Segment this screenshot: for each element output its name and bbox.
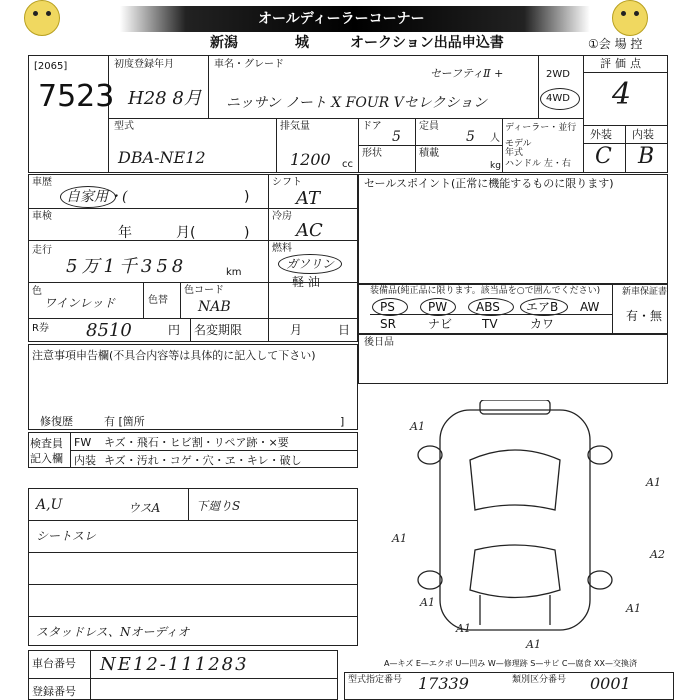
title-deadline-label: 名変期限 — [194, 323, 243, 337]
use-label: 車歴 — [32, 177, 52, 188]
remark-1: A,U — [36, 497, 63, 513]
mascot-left-icon — [24, 0, 60, 36]
sales-point-block — [358, 174, 668, 284]
remark-5: スタッドレス、Nオーディオ — [36, 625, 190, 639]
venue-copy-label: ①会 場 控 — [588, 37, 643, 51]
top-banner — [0, 0, 700, 36]
car-name-label: 車名・グレード — [214, 59, 284, 70]
remarks-block — [28, 488, 358, 646]
handle-label: ハンドル 左・右 — [505, 159, 571, 169]
damage-mark-3: A1 — [392, 532, 407, 545]
first-reg-value: H28 8月 — [128, 88, 202, 109]
category-value: 0001 — [590, 674, 631, 693]
load-label: 積載 — [419, 148, 439, 159]
afterparts-block — [358, 334, 668, 384]
inspection-label: 車検 — [32, 211, 52, 222]
newcar-warranty-label: 新車保証書 — [622, 287, 668, 297]
inspection-month: 月( — [176, 225, 196, 241]
shift-label: シフト — [272, 177, 302, 188]
equip-navi: ナビ — [428, 317, 453, 331]
score-label: 評価点 — [600, 57, 645, 70]
model-value: DBA-NE12 — [118, 148, 206, 167]
capacity-label: 定員 — [419, 121, 439, 132]
inspector-row1: キズ・飛石・ヒビ割・リペア跡・×要 — [104, 436, 289, 449]
damage-mark-2: A1 — [646, 476, 661, 489]
equip-abs: ABS — [476, 300, 500, 314]
color-value: ワインレッド — [44, 296, 116, 310]
recycle-value: 8510 — [86, 320, 132, 341]
header-mid-text: 城 — [295, 35, 309, 51]
shift-value: AT — [296, 188, 321, 209]
banner-title: オールディーラーコーナー — [258, 11, 425, 27]
shape-label: 形状 — [362, 148, 382, 159]
inspector-label: 検査員記入欄 — [30, 437, 63, 465]
interior-value: B — [638, 144, 655, 169]
equip-airbag: エアB — [526, 300, 559, 314]
car-name-value: ニッサン ノート X FOUR Vセレクション — [226, 95, 488, 111]
exterior-label: 外装 — [590, 128, 612, 141]
mileage-value: 5万1千358 — [66, 256, 188, 277]
inspection-close: ) — [244, 225, 250, 241]
color-code-value: NAB — [198, 299, 231, 315]
damage-mark-5: A1 — [420, 596, 435, 609]
displacement-unit: cc — [342, 159, 353, 170]
exterior-value: C — [595, 144, 612, 169]
inspector-row1-label: FW — [74, 436, 92, 449]
chassis-label: 車台番号 — [32, 657, 76, 670]
color-code-label: 色コード — [184, 285, 224, 296]
equip-pw: PW — [428, 300, 448, 314]
recycle-unit: 円 — [168, 323, 181, 337]
header-left-text: 新潟 — [210, 35, 238, 51]
drive-4wd-label: 4WD — [546, 93, 570, 104]
aircon-label: 冷房 — [272, 211, 292, 222]
notes-label: 注意事項申告欄(不具合内容等は具体的に記入して下さい) — [32, 349, 316, 362]
title-day: 日 — [338, 323, 351, 337]
repair-label: 修復歴 — [40, 415, 73, 428]
remark-3: 下廻りS — [196, 499, 241, 513]
capacity-value: 5 — [466, 129, 475, 145]
model-year-label: モデル年式 — [505, 139, 532, 158]
color-swatch-label: 色替 — [148, 295, 168, 306]
remark-2: ウスA — [128, 501, 161, 515]
equip-aw: AW — [580, 300, 600, 314]
color-label: 色 — [32, 286, 42, 297]
capacity-unit: 人 — [490, 133, 500, 144]
equip-sr: SR — [380, 317, 396, 331]
equip-leather: カワ — [530, 317, 555, 331]
mileage-unit: km — [226, 267, 242, 278]
damage-mark-6: A1 — [626, 602, 641, 615]
damage-mark-8: A1 — [526, 638, 541, 650]
inspector-row2: キズ・汚れ・コゲ・穴・ヱ・キレ・破し — [104, 454, 302, 467]
mileage-label: 走行 — [32, 245, 52, 256]
sales-point-label: セールスポイント(正常に機能するものに限ります) — [364, 177, 614, 190]
use-value: 自家用・( — [66, 189, 128, 205]
equip-ps: PS — [380, 300, 395, 314]
displacement-label: 排気量 — [280, 121, 310, 132]
repair-value: 有 [箇所 — [104, 415, 145, 428]
equipment-label: 装備品(純正品に限ります。該当品を○で囲んでください) — [370, 286, 601, 296]
form-title: オークション出品申込書 — [350, 35, 504, 51]
score-value: 4 — [612, 77, 632, 112]
damage-mark-7: A1 — [456, 622, 471, 635]
interior-label: 内装 — [632, 128, 654, 141]
mascot-right-icon — [612, 0, 648, 36]
recycle-label: R券 — [32, 323, 49, 334]
damage-diagram — [380, 400, 680, 650]
model-label: 型式 — [114, 121, 134, 132]
inspection-year: 年 — [118, 225, 132, 241]
displacement-value: 1200 — [290, 150, 331, 169]
title-month: 月 — [290, 323, 303, 337]
fuel-alt: 軽 油 — [292, 275, 320, 289]
newcar-warranty-value: 有・無 — [626, 309, 663, 323]
registration-label: 登録番号 — [32, 685, 76, 698]
lot-number: 7523 — [38, 79, 115, 114]
grade-note: セーフティⅡ + — [430, 67, 504, 80]
damage-legend: A—キズ E—エクボ U—凹み W—修理跡 S—サビ C—腐食 XX—交換済 — [384, 659, 638, 668]
use-close: ) — [244, 189, 250, 205]
doors-value: 5 — [392, 129, 401, 145]
model-designation-label: 型式指定番号 — [348, 675, 403, 685]
inspector-row2-label: 内装 — [74, 454, 96, 467]
fuel-label: 燃料 — [272, 243, 292, 254]
fuel-value: ガソリン — [286, 257, 335, 271]
afterparts-label: 後日品 — [364, 337, 394, 348]
model-designation-value: 17339 — [418, 674, 469, 693]
damage-mark-1: A1 — [410, 420, 425, 433]
dealer-label: ディーラー・並行 — [505, 123, 577, 133]
aircon-value: AC — [296, 220, 323, 241]
lot-code: [2065] — [34, 61, 68, 72]
drive-2wd-label: 2WD — [546, 69, 570, 80]
damage-mark-4: A2 — [650, 548, 665, 561]
doors-label: ドア — [362, 121, 382, 132]
repair-close: ] — [340, 415, 345, 428]
chassis-value: NE12-111283 — [100, 654, 249, 675]
first-reg-label: 初度登録年月 — [114, 59, 174, 70]
load-unit: kg — [490, 161, 501, 171]
remark-4: シートスレ — [36, 529, 96, 543]
equip-tv: TV — [482, 317, 498, 331]
category-label: 類別区分番号 — [512, 675, 567, 685]
